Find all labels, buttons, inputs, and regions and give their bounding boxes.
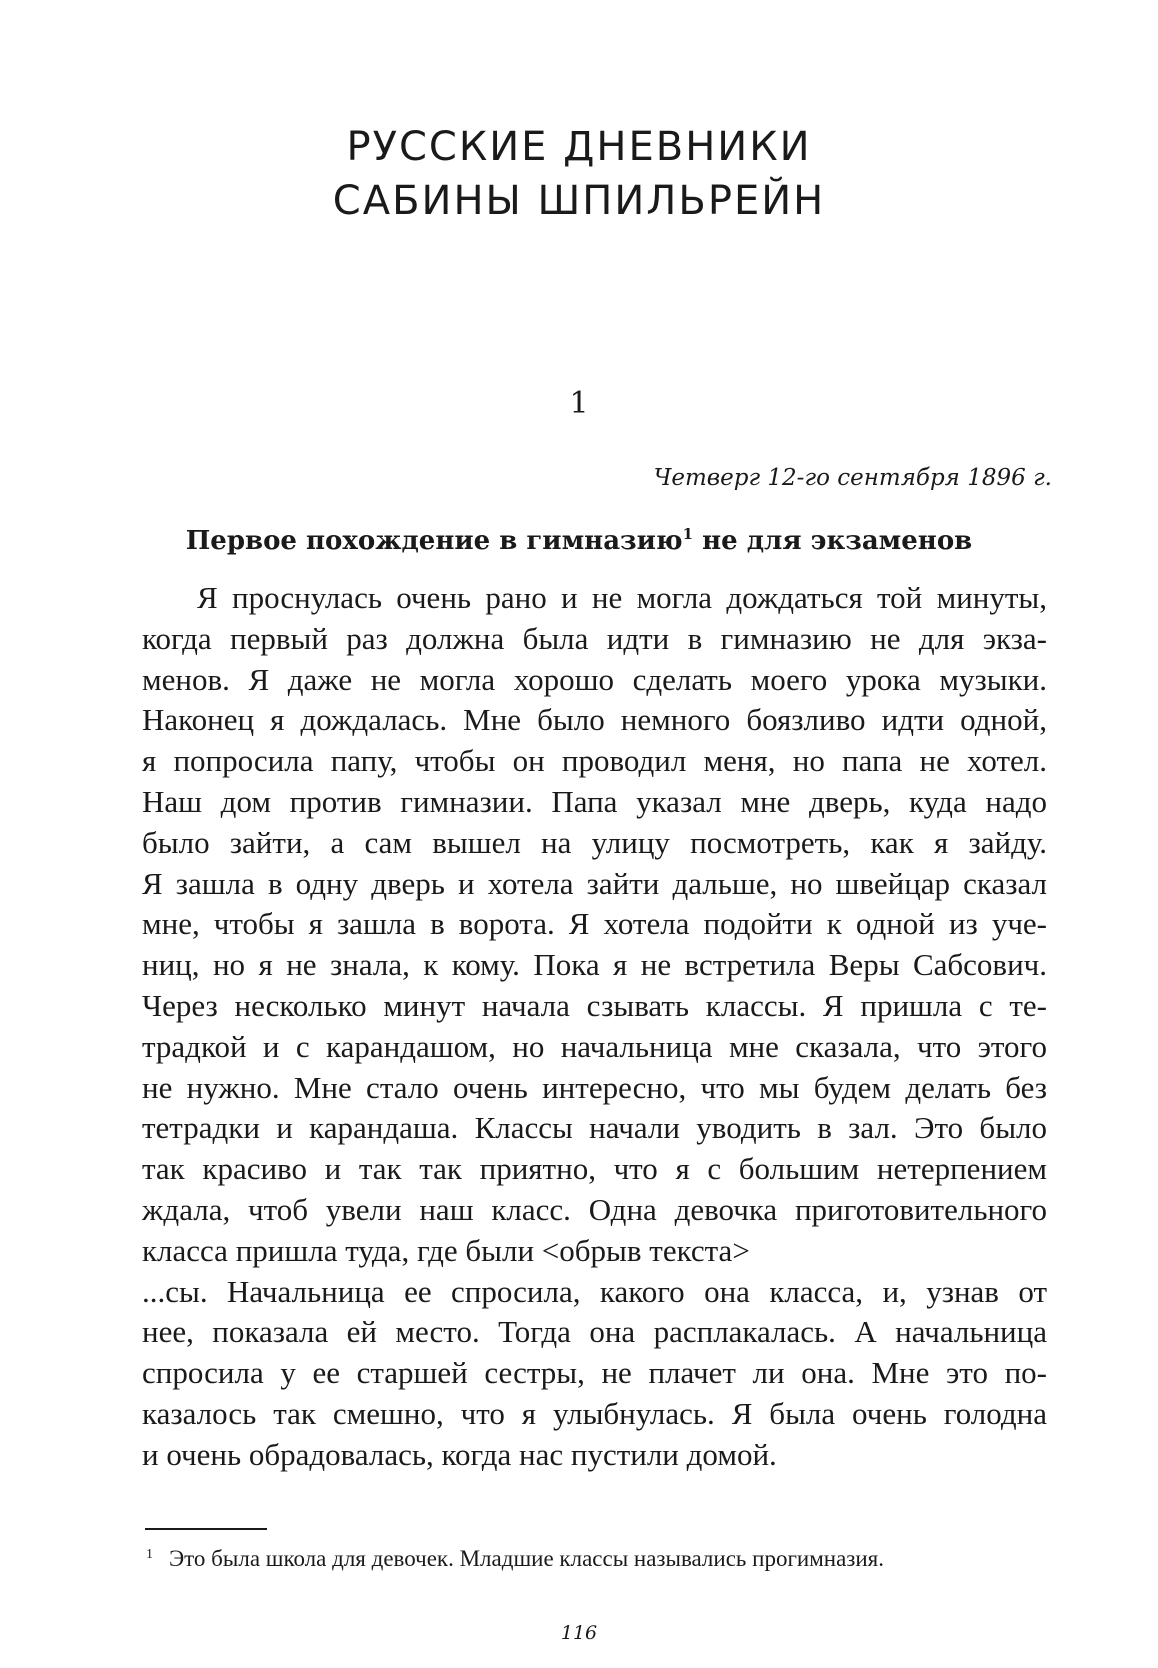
text-line: не нужно. Мне стало очень интересно, что мы будем делать без <box>142 1069 1047 1105</box>
text-line: казалось так смешно, что я улыбнулась. Я была очень голодна <box>142 1395 1047 1431</box>
entry-heading-text-end: не для экзаменов <box>693 526 973 556</box>
text-line: Через несколько минут начала сзывать классы. Я пришла с те- <box>142 987 1047 1023</box>
text-line: класса пришла туда, где были <обрыв текста> <box>142 1232 750 1268</box>
footnote-mark: 1 <box>146 1547 153 1562</box>
footnote-divider <box>145 1528 267 1530</box>
page-number: 116 <box>560 1622 598 1644</box>
text-line: Я проснулась очень рано и не могла дождаться той минуты, <box>197 580 1047 615</box>
text-line: нее, показала ей место. Тогда она расплакалась. А начальница <box>142 1314 1047 1350</box>
page-title-line-1: РУССКИЕ ДНЕВНИКИ <box>346 124 812 170</box>
text-line: Наконец я дождалась. Мне было немного боязливо идти одной, <box>142 702 1047 738</box>
entry-heading <box>0 516 1158 559</box>
entry-heading-text: Первое похождение в гимназию <box>185 526 683 556</box>
entry-date: Четверг 12-го сентября 1896 г. <box>653 465 1052 491</box>
text-line: ...сы. Начальница ее спросила, какого она класса, и, узнав от <box>142 1273 1047 1309</box>
text-line: ниц, но я не знала, к кому. Пока я не встретила Веры Сабсович. <box>142 947 1047 983</box>
text-line: Я зашла в одну дверь и хотела зайти дальше, но швейцар сказал <box>142 865 1047 901</box>
text-line: и очень обрадовалась, когда нас пустили домой. <box>142 1436 777 1472</box>
text-line: я попросила папу, чтобы он проводил меня, но папа не хотел. <box>142 743 1047 779</box>
text-line: мне, чтобы я зашла в ворота. Я хотела подойти к одной из уче- <box>142 906 1047 942</box>
footnote-text: Это была школа для девочек. Младшие классы назывались прогимназия. <box>169 1546 884 1571</box>
entry-number: 1 <box>569 386 589 421</box>
footnote-reference: 1 <box>682 525 694 543</box>
text-line: так красиво и так так приятно, что я с большим нетерпением <box>142 1151 1047 1187</box>
text-line: было зайти, а сам вышел на улицу посмотреть, как я зайду. <box>142 824 1047 860</box>
text-line: менов. Я даже не могла хорошо сделать моего урока музыки. <box>142 661 1047 697</box>
text-line: когда первый раз должна была идти в гимназию не для экза- <box>142 620 1047 656</box>
text-line: тетрадки и карандаша. Классы начали уводить в зал. Это было <box>142 1110 1047 1146</box>
footnote <box>146 1540 884 1574</box>
text-line: ждала, чтоб увели наш класс. Одна девочка приготовительного <box>142 1191 1047 1227</box>
entry-body <box>142 578 1047 1476</box>
text-line: традкой и с карандашом, но начальница мне сказала, что этого <box>142 1028 1047 1064</box>
text-line: спросила у ее старшей сестры, не плачет ли она. Мне это по- <box>142 1355 1047 1391</box>
page-title-line-2: САБИНЫ ШПИЛЬРЕЙН <box>332 178 826 224</box>
text-line: Наш дом против гимназии. Папа указал мне дверь, куда надо <box>142 783 1047 819</box>
